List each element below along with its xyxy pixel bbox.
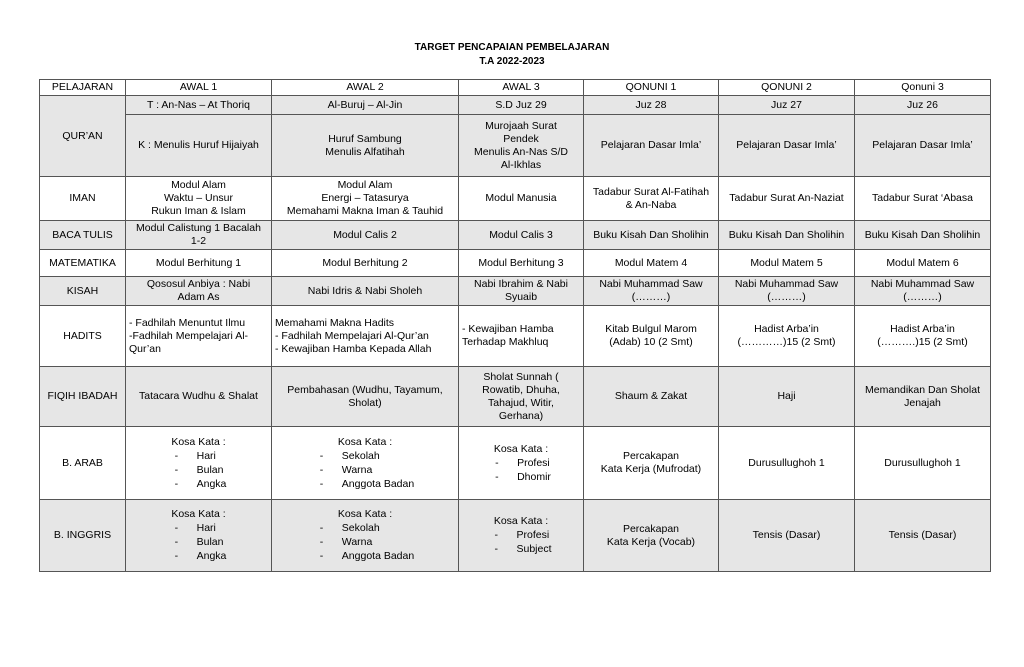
table-cell: Modul Alam Waktu – Unsur Rukun Iman & Islam xyxy=(126,177,272,221)
vocab-list xyxy=(316,508,414,563)
list-item: - Subject xyxy=(494,542,551,556)
vocab-list xyxy=(171,508,227,563)
header-cell: AWAL 3 xyxy=(459,80,584,96)
table-cell: Huruf Sambung Menulis Alfatihah xyxy=(272,115,459,177)
table-row xyxy=(40,250,991,277)
table-cell: Tadabur Surat An-Naziat xyxy=(719,177,855,221)
table-cell: Hadist Arba’in (…………)15 (2 Smt) xyxy=(719,306,855,367)
table-row xyxy=(40,177,991,221)
list-item: - Sekolah xyxy=(320,449,414,463)
table-row xyxy=(40,277,991,306)
table-row xyxy=(40,367,991,427)
list-item: - Dhomir xyxy=(495,470,551,484)
table-cell xyxy=(459,500,584,572)
curriculum-table xyxy=(39,79,991,572)
subject-cell: KISAH xyxy=(40,277,126,306)
vocab-list xyxy=(490,515,551,556)
table-cell: Buku Kisah Dan Sholihin xyxy=(584,221,719,250)
table-cell: Tensis (Dasar) xyxy=(719,500,855,572)
table-cell: Sholat Sunnah ( Rowatib, Dhuha, Tahajud, Witir, Gerhana) xyxy=(459,367,584,427)
table-cell: Modul Berhitung 2 xyxy=(272,250,459,277)
table-row xyxy=(40,221,991,250)
list-item: - Warna xyxy=(320,535,414,549)
table-cell: Shaum & Zakat xyxy=(584,367,719,427)
header-row xyxy=(40,80,991,96)
table-cell: Modul Alam Energi – Tatasurya Memahami Makna Iman & Tauhid xyxy=(272,177,459,221)
table-cell: Percakapan Kata Kerja (Mufrodat) xyxy=(584,427,719,500)
table-cell: Tadabur Surat ‘Abasa xyxy=(855,177,991,221)
table-cell: Pembahasan (Wudhu, Tayamum, Sholat) xyxy=(272,367,459,427)
table-cell: Nabi Idris & Nabi Sholeh xyxy=(272,277,459,306)
table-cell: Modul Calistung 1 Bacalah 1-2 xyxy=(126,221,272,250)
subject-cell: MATEMATIKA xyxy=(40,250,126,277)
table-cell: Memandikan Dan Sholat Jenajah xyxy=(855,367,991,427)
table-cell: Kitab Bulgul Marom (Adab) 10 (2 Smt) xyxy=(584,306,719,367)
table-cell: Tensis (Dasar) xyxy=(855,500,991,572)
table-cell: Buku Kisah Dan Sholihin xyxy=(855,221,991,250)
list-item: - Angka xyxy=(175,477,227,491)
document-subtitle: T.A 2022-2023 xyxy=(479,56,545,67)
table-cell: Modul Matem 4 xyxy=(584,250,719,277)
table-row xyxy=(40,427,991,500)
table-cell: Modul Berhitung 3 xyxy=(459,250,584,277)
subject-cell: IMAN xyxy=(40,177,126,221)
table-row xyxy=(40,306,991,367)
header-cell: AWAL 1 xyxy=(126,80,272,96)
vocab-list xyxy=(491,443,551,484)
header-cell: PELAJARAN xyxy=(40,80,126,96)
vocab-list xyxy=(316,436,414,491)
list-item: - Warna xyxy=(320,463,414,477)
list-item: - Sekolah xyxy=(320,521,414,535)
table-cell: Tadabur Surat Al-Fatihah & An-Naba xyxy=(584,177,719,221)
table-cell: Juz 28 xyxy=(584,96,719,115)
table-cell: Durusullughoh 1 xyxy=(855,427,991,500)
table-cell: Memahami Makna Hadits - Fadhilah Mempelajari Al-Qur’an - Kewajiban Hamba Kepada Allah xyxy=(272,306,459,367)
subject-cell: BACA TULIS xyxy=(40,221,126,250)
table-cell: Modul Calis 2 xyxy=(272,221,459,250)
table-row xyxy=(40,500,991,572)
table-cell: Haji xyxy=(719,367,855,427)
list-item: - Anggota Badan xyxy=(320,477,414,491)
table-row xyxy=(40,115,991,177)
table-cell: Murojaah Surat Pendek Menulis An-Nas S/D Al-Ikhlas xyxy=(459,115,584,177)
table-cell: Nabi Muhammad Saw (………) xyxy=(855,277,991,306)
list-item: - Anggota Badan xyxy=(320,549,414,563)
table-cell: Pelajaran Dasar Imla’ xyxy=(584,115,719,177)
table-cell: Pelajaran Dasar Imla’ xyxy=(855,115,991,177)
table-cell xyxy=(272,427,459,500)
table-cell: Percakapan Kata Kerja (Vocab) xyxy=(584,500,719,572)
table-cell: Buku Kisah Dan Sholihin xyxy=(719,221,855,250)
table-row xyxy=(40,96,991,115)
table-cell: Qososul Anbiya : Nabi Adam As xyxy=(126,277,272,306)
table-cell: Juz 27 xyxy=(719,96,855,115)
list-item: - Profesi xyxy=(494,528,551,542)
vocab-list xyxy=(171,436,227,491)
table-cell: T : An-Nas – At Thoriq xyxy=(126,96,272,115)
table-cell: - Kewajiban Hamba Terhadap Makhluq xyxy=(459,306,584,367)
subject-cell: B. INGGRIS xyxy=(40,500,126,572)
table-cell: Pelajaran Dasar Imla’ xyxy=(719,115,855,177)
subject-cell: B. ARAB xyxy=(40,427,126,500)
header-cell: QONUNI 1 xyxy=(584,80,719,96)
list-item: - Hari xyxy=(175,521,227,535)
table-cell: - Fadhilah Menuntut Ilmu -Fadhilah Mempelajari Al- Qur’an xyxy=(126,306,272,367)
vocab-heading: Kosa Kata : xyxy=(337,435,393,448)
vocab-heading: Kosa Kata : xyxy=(493,442,549,455)
table-cell: Nabi Ibrahim & Nabi Syuaib xyxy=(459,277,584,306)
list-item: - Bulan xyxy=(175,463,227,477)
table-cell: Modul Manusia xyxy=(459,177,584,221)
list-item: - Angka xyxy=(175,549,227,563)
table-cell: Tatacara Wudhu & Shalat xyxy=(126,367,272,427)
table-cell: K : Menulis Huruf Hijaiyah xyxy=(126,115,272,177)
vocab-heading: Kosa Kata : xyxy=(171,508,226,520)
table-cell: Durusullughoh 1 xyxy=(719,427,855,500)
table-cell: S.D Juz 29 xyxy=(459,96,584,115)
table-cell xyxy=(126,427,272,500)
subject-cell: HADITS xyxy=(40,306,126,367)
list-item: - Bulan xyxy=(175,535,227,549)
table-cell: Modul Matem 5 xyxy=(719,250,855,277)
table-cell: Nabi Muhammad Saw (………) xyxy=(719,277,855,306)
subject-cell: QUR’AN xyxy=(40,96,126,177)
header-cell: AWAL 2 xyxy=(272,80,459,96)
list-item: - Profesi xyxy=(495,456,551,470)
table-cell: Modul Matem 6 xyxy=(855,250,991,277)
header-cell: Qonuni 3 xyxy=(855,80,991,96)
table-cell: Nabi Muhammad Saw (………) xyxy=(584,277,719,306)
vocab-heading: Kosa Kata : xyxy=(171,435,226,448)
vocab-heading: Kosa Kata : xyxy=(493,515,549,527)
table-cell: Juz 26 xyxy=(855,96,991,115)
list-item: - Hari xyxy=(175,449,227,463)
document-title: TARGET PENCAPAIAN PEMBELAJARAN xyxy=(414,42,610,53)
vocab-heading: Kosa Kata : xyxy=(337,508,393,520)
header-cell: QONUNI 2 xyxy=(719,80,855,96)
table-cell: Modul Calis 3 xyxy=(459,221,584,250)
subject-cell: FIQIH IBADAH xyxy=(40,367,126,427)
table-cell xyxy=(126,500,272,572)
table-cell: Modul Berhitung 1 xyxy=(126,250,272,277)
table-cell: Al-Buruj – Al-Jin xyxy=(272,96,459,115)
table-cell: Hadist Arba’in (……….)15 (2 Smt) xyxy=(855,306,991,367)
table-cell xyxy=(459,427,584,500)
table-cell xyxy=(272,500,459,572)
